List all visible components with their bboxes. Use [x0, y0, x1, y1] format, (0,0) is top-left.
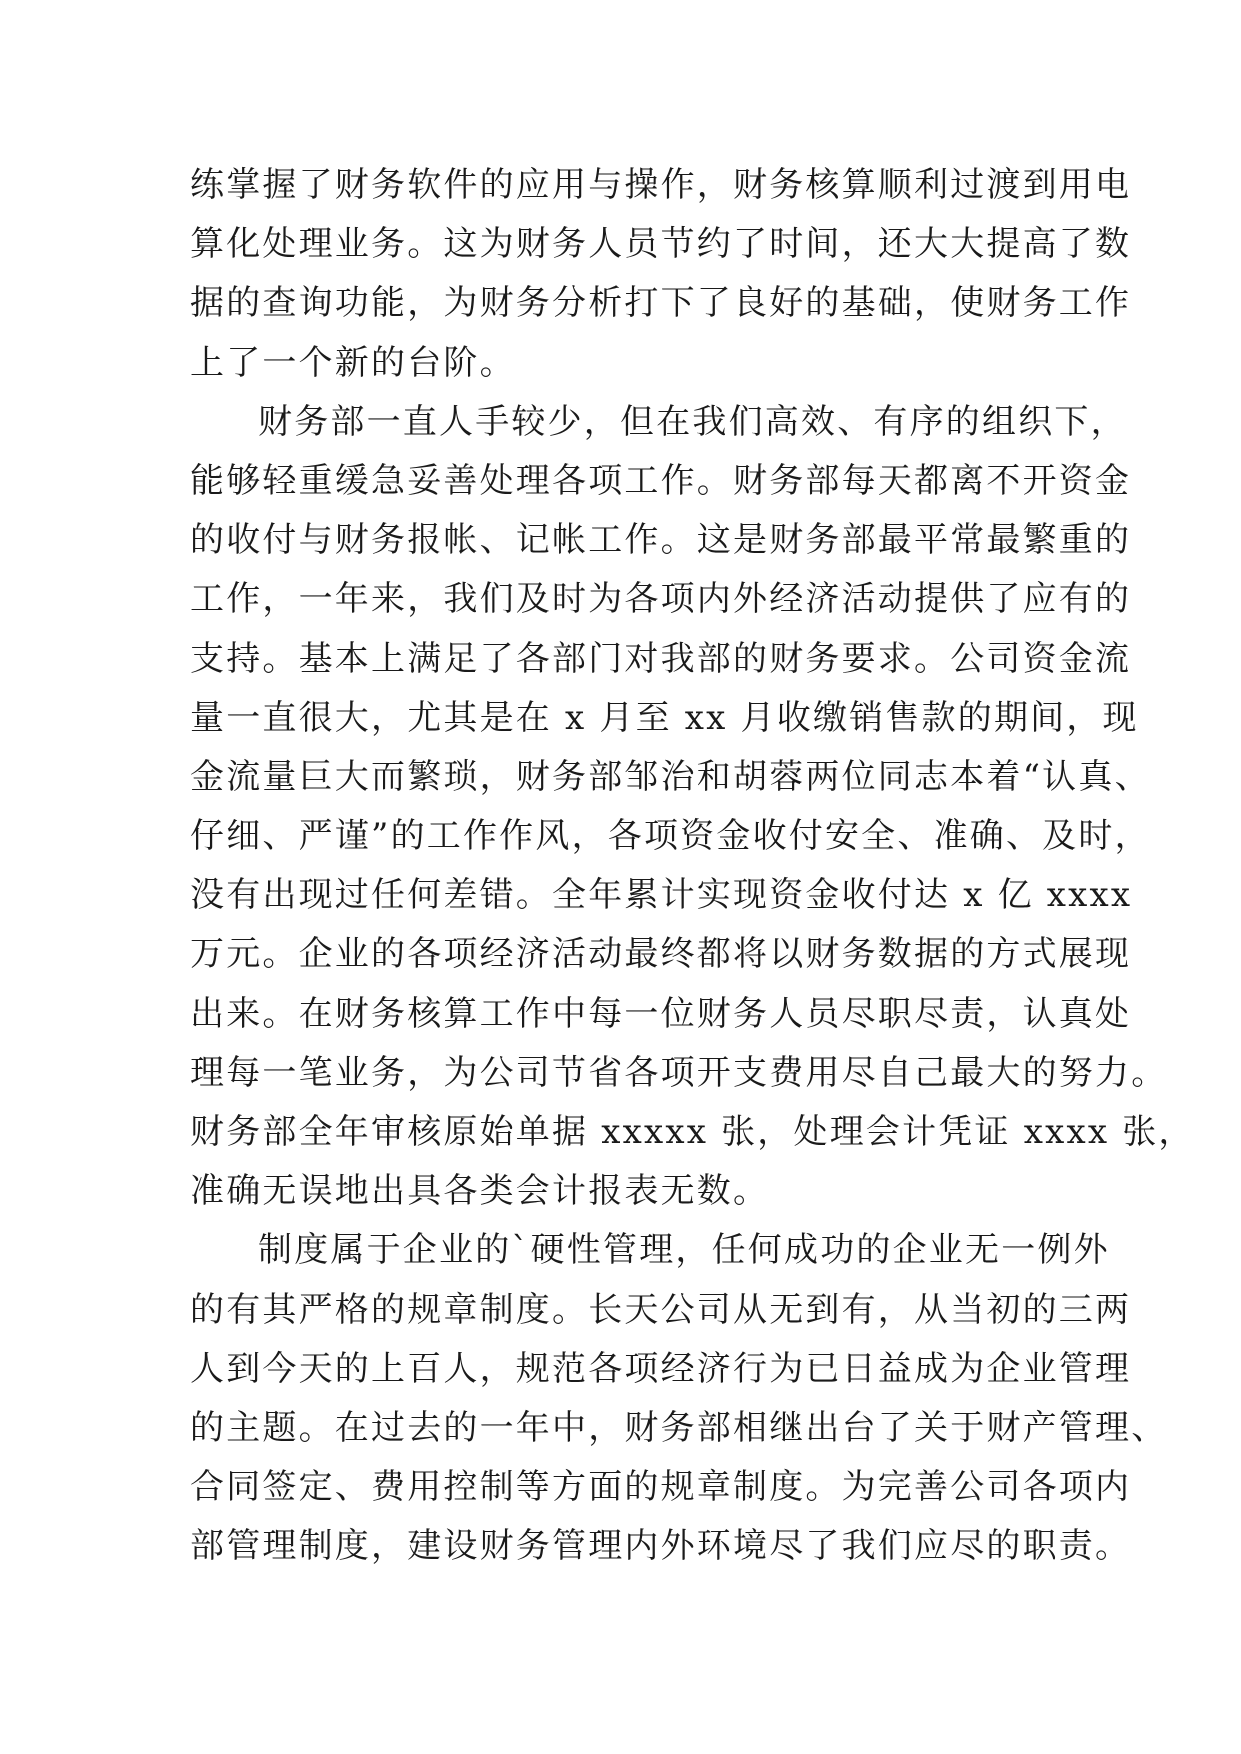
paragraph-2 — [190, 393, 1195, 1222]
text-line: 理每一笔业务，为公司节省各项开支费用尽自己最大的努力。 — [190, 1052, 1168, 1093]
text-line: 合同签定、费用控制等方面的规章制度。为完善公司各项内 — [190, 1467, 1132, 1508]
text-line: 出来。在财务核算工作中每一位财务人员尽职尽责，认真处 — [190, 993, 1132, 1034]
text-line: 的收付与财务报帐、记帐工作。这是财务部最平常最繁重的 — [190, 520, 1132, 561]
text-line: 练掌握了财务软件的应用与操作，财务核算顺利过渡到用电 — [190, 165, 1132, 205]
text-line: 能够轻重缓急妥善处理各项工作。财务部每天都离不开资金 — [190, 460, 1132, 501]
text-line: 仔细、严谨”的工作作风，各项资金收付安全、准确、及时， — [190, 816, 1151, 857]
text-line: 准确无误地出具各类会计报表无数。 — [190, 1171, 770, 1212]
text-line: 支持。基本上满足了各部门对我部的财务要求。公司资金流 — [190, 638, 1132, 679]
text-line: 财务部全年审核原始单据 xxxxx 张，处理会计凭证 xxxx 张， — [190, 1112, 1195, 1152]
document-body — [190, 156, 1195, 1577]
paragraph-1 — [190, 156, 1132, 393]
text-line: 万元。企业的各项经济活动最终都将以财务数据的方式展现 — [190, 934, 1132, 975]
text-line: 算化处理业务。这为财务人员节约了时间，还大大提高了数 — [190, 224, 1132, 265]
text-line: 金流量巨大而繁琐，财务部邹治和胡蓉两位同志本着“认真、 — [190, 756, 1151, 797]
text-line: 的主题。在过去的一年中，财务部相继出台了关于财产管理、 — [190, 1407, 1168, 1448]
text-line: 的有其严格的规章制度。长天公司从无到有，从当初的三两 — [190, 1289, 1132, 1330]
text-line-first: 财务部一直人手较少，但在我们高效、有序的组织下， — [258, 401, 1127, 442]
paragraph-3 — [190, 1221, 1168, 1576]
text-line: 上了一个新的台阶。 — [190, 342, 516, 383]
text-line: 没有出现过任何差错。全年累计实现资金收付达 x 亿 xxxx — [190, 875, 1133, 916]
text-line: 人到今天的上百人，规范各项经济行为已日益成为企业管理 — [190, 1348, 1132, 1389]
text-line: 工作，一年来，我们及时为各项内外经济活动提供了应有的 — [190, 579, 1132, 620]
text-line: 据的查询功能，为财务分析打下了良好的基础，使财务工作 — [190, 283, 1132, 324]
text-line: 量一直很大，尤其是在 x 月至 xx 月收缴销售款的期间，现 — [190, 697, 1139, 738]
text-line: 部管理制度，建设财务管理内外环境尽了我们应尽的职责。 — [190, 1526, 1132, 1567]
text-line-first: 制度属于企业的`硬性管理，任何成功的企业无一例外 — [258, 1230, 1110, 1271]
